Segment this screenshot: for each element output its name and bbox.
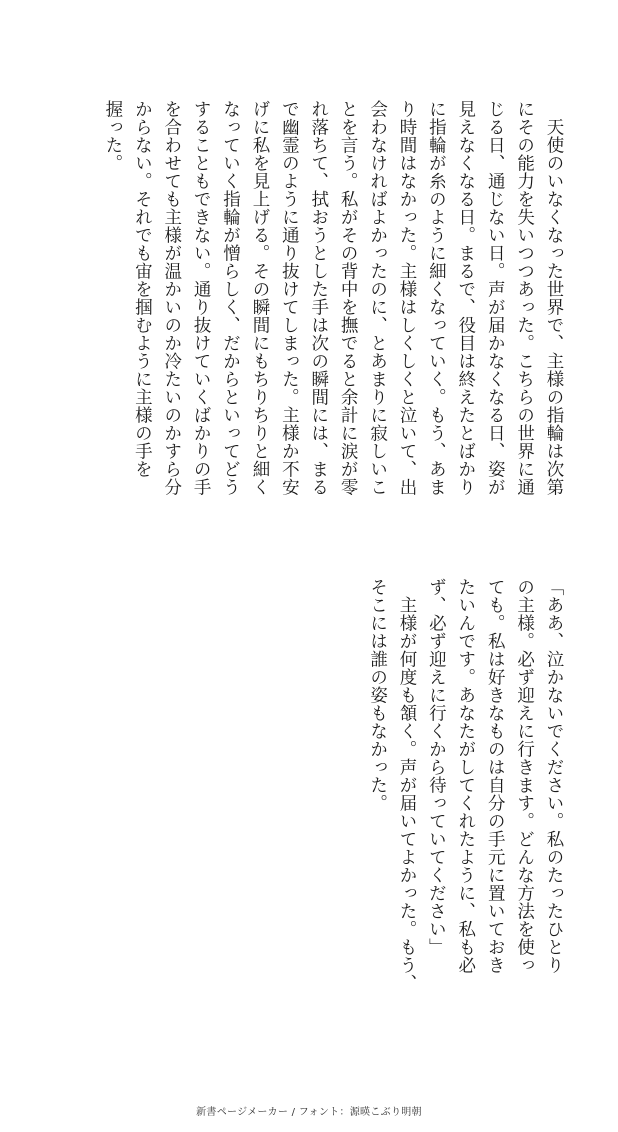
text-column: 天使のいなくなった世界で、主様の指輪は次第 bbox=[544, 100, 564, 496]
text-column: にその能力を失いつつあった。こちらの世界に通 bbox=[514, 100, 535, 496]
text-column: 見えなくなる日。まるで、役目は終えたとばかり bbox=[455, 100, 476, 496]
text-column: れ落ちて、拭おうとした手は次の瞬間には、まる bbox=[308, 100, 329, 496]
text-column: じる日、通じない日。声が届かなくなる日、姿が bbox=[485, 100, 506, 496]
text-column: とを言う。私がその背中を撫でると余計に涙が零 bbox=[338, 100, 359, 496]
text-column: を合わせても主様が温かいのか冷たいのかすら分 bbox=[161, 100, 182, 496]
text-column: 「ああ、泣かないでください。私のたったひとり bbox=[544, 578, 564, 974]
text-column: の主様。必ず迎えに行きます。どんな方法を使っ bbox=[514, 578, 535, 974]
text-column: ても。私は好きなものは自分の手元に置いておき bbox=[485, 578, 506, 974]
text-column: 会わなければよかったのに、とあまりに寂しいこ bbox=[367, 100, 388, 496]
text-column: からない。それでも宙を掴むように主様の手を bbox=[132, 100, 153, 478]
text-column: り時間はなかった。主様はしくしくと泣いて、出 bbox=[396, 100, 417, 496]
text-column: げに私を見上げる。その瞬間にもちりちりと細く bbox=[249, 100, 270, 496]
text-column: 握った。 bbox=[102, 100, 123, 172]
text-column: 主様が何度も頷く。声が届いてよかった。もう、 bbox=[396, 578, 417, 992]
text-column: そこには誰の姿もなかった。 bbox=[367, 578, 388, 812]
text-column: ず、必ず迎えに行くから待っていてください」 bbox=[426, 578, 447, 956]
text-column: で幽霊のように通り抜けてしまった。主様か不安 bbox=[279, 100, 300, 496]
text-column: に指輪が糸のように細くなっていく。もう、あま bbox=[426, 100, 447, 496]
body-text-top bbox=[38, 100, 568, 540]
body-text-bottom bbox=[328, 578, 568, 1018]
text-column: なっていく指輪が憎らしく、だからといってどう bbox=[220, 100, 241, 496]
footer-credit: 新書ページメーカー / フォント：源暎こぶり明朝 bbox=[196, 1107, 422, 1118]
text-column: することもできない。通り抜けていくばかりの手 bbox=[191, 100, 212, 496]
text-column: たいんです。あなたがしてくれたように、私も必 bbox=[455, 578, 476, 974]
